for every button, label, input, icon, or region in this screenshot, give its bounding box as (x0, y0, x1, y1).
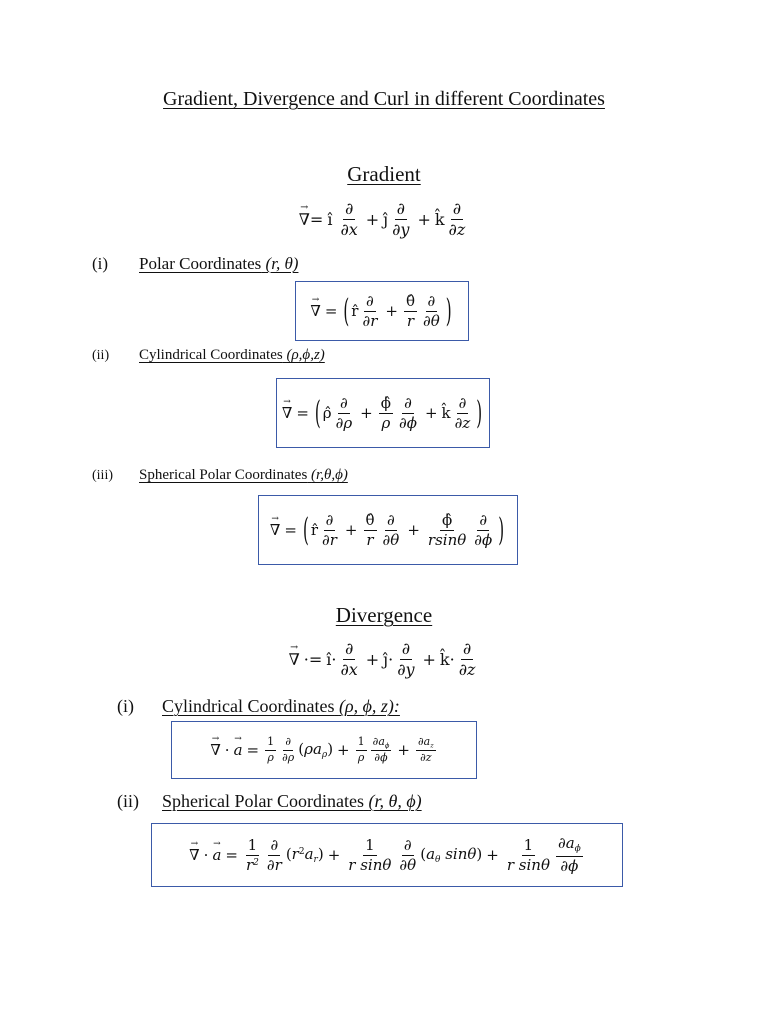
cylindrical-gradient-equation: → ∇ = ( ρ̂ $\frac{\partial}{\partial\rho}$ + $\frac{\phî}{\rho}$ $\frac{\partial}{\partial\phi}$ + k̂ $\frac{\partial}{\partial z}$ ) (276, 378, 490, 448)
gradient-item-num-1: (i) (92, 254, 109, 273)
divergence-item-label-1: Cylindrical Coordinates (ρ, ϕ, z): (162, 696, 400, 716)
cylindrical-divergence-equation: → ∇ · → a = $\frac{1}{\rho}$ $\frac{\partial}{\partial\rho}$ $(\rho a_\rho)$ + $\frac{1}{\rho}$ $\frac{\partial a_\phi}{\partial\phi}$ + $\frac{\partial a_z}{\partial z}$ (171, 721, 477, 779)
divergence-heading: Divergence (335, 603, 433, 627)
divergence-item-num-1: (i) (117, 696, 134, 716)
gradient-item-label-1: Polar Coordinates (r, θ) (139, 254, 299, 273)
divergence-item-label-2: Spherical Polar Coordinates (r, θ, ϕ) (162, 791, 422, 811)
gradient-item-label-2: Cylindrical Coordinates (ρ,ϕ,z) (139, 347, 325, 363)
polar-gradient-equation: → ∇ = ( r̂ $\frac{\partial}{\partial r}$ + $\frac{\thetâ}{r}$ $\frac{\partial}{\partial\theta}$ ) (295, 281, 469, 341)
gradient-item-label-3: Spherical Polar Coordinates (r,θ,ϕ) (139, 467, 348, 483)
spherical-gradient-equation: → ∇ = ( r̂ $\frac{\partial}{\partial r}$ + $\frac{\thetâ}{r}$ $\frac{\partial}{\partial\theta}$ + $\frac{\phî}{rsin\theta}$ $\frac{\partial}{\partial\phi}$ ) (258, 495, 518, 565)
document-title: Gradient, Divergence and Curl in different Coordinates (163, 88, 605, 110)
gradient-item-num-3: (iii) (92, 468, 113, 483)
gradient-item-num-2: (ii) (92, 348, 110, 363)
divergence-general-equation: → ∇ ·= î· $\frac{\partial}{\partial x}$ + ĵ· $\frac{\partial}{\partial y}$ + k̂· $\frac{\partial}{\partial z}$ (274, 636, 494, 682)
divergence-item-num-2: (ii) (117, 791, 139, 811)
gradient-general-equation: → ∇ = î $\frac{\partial}{\partial x}$ + ĵ $\frac{\partial}{\partial y}$ + k̂ $\frac{\partial}{\partial z}$ (284, 196, 484, 242)
spherical-divergence-equation: → ∇ · → a = $\frac{1}{r^2}$ $\frac{\partial}{\partial r}$ $(r^2a_r)$ + $\frac{1}{\text{r sinθ}}$ $\frac{\partial}{\partial\theta}$ ($a_\theta$ sinθ) + $\frac{1}{\text{r sinθ}}$ $\frac{\partial a_\phi}{\partial\phi}$ (151, 823, 623, 887)
gradient-heading: Gradient (347, 162, 421, 186)
